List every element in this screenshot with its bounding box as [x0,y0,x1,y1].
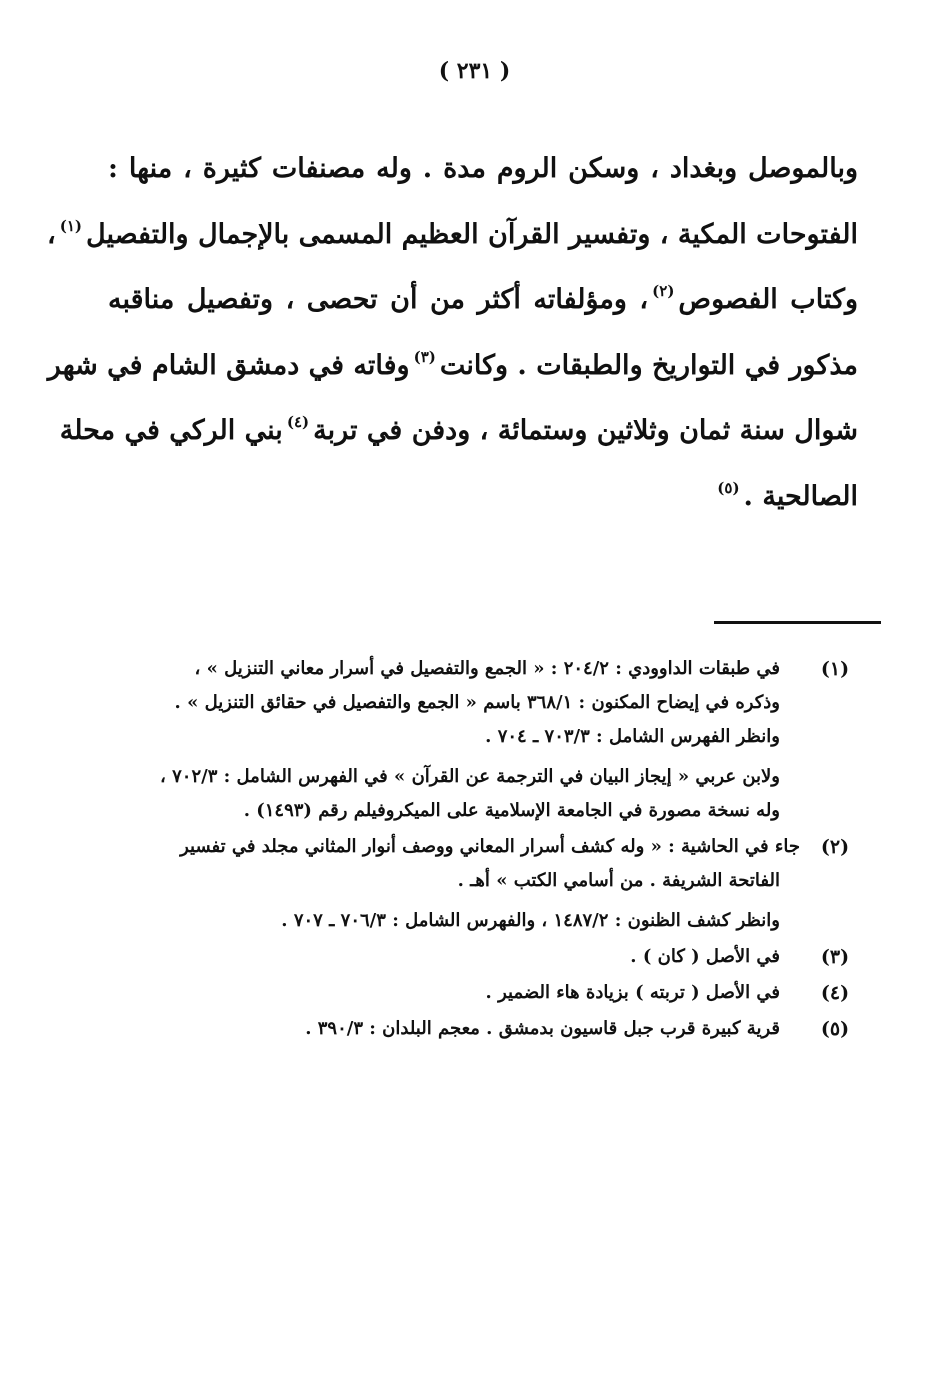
footnote-line: في الأصل ( تربته ) بزيادة هاء الضمير . [485,982,780,1003]
footnote-line: في طبقات الداوودي : ٢٠٤/٢ : « الجمع والتفصيل في أسرار معاني التنزيل » ، [194,658,780,679]
footnote-number: (٥) [820,1018,850,1040]
footnote-marker: (٣) [413,347,436,366]
footnote-line: وانظر الفهرس الشامل : ٧٠٣/٣ ـ ٧٠٤ . [485,726,780,747]
footnote-marker: (٤) [286,413,310,431]
footnote-3 [120,940,865,974]
footnote-marker: (٥) [717,478,740,497]
footnote-line: الفاتحة الشريفة . من أسامي الكتب » أهـ . [457,870,780,891]
footnote-number: (٤) [820,982,850,1004]
page-number: ( ٢٣١ ) [438,58,511,84]
footnote-5 [120,1012,865,1046]
footnote-4 [120,976,865,1010]
footnote-separator [714,621,881,624]
main-text-line: الفتوحات المكية ، وتفسير القرآن العظيم المسمى بالإجمال والتفصيل$^{(١)}$، [47,216,858,250]
footnote-marker: (٢) [652,282,675,300]
footnote-line: ولابن عربي « إيجاز البيان في الترجمة عن القرآن » في الفهرس الشامل : ٧٠٢/٣ ، [160,766,780,787]
footnote-line: وانظر كشف الظنون : ١٤٨٧/٢ ، والفهرس الشامل : ٧٠٦/٣ ـ ٧٠٧ . [281,910,780,931]
footnote-2 [120,830,865,938]
footnote-line: جاء في الحاشية : « وله كشف أسرار المعاني ووصف أنوار المثاني مجلد في تفسير [180,836,800,857]
footnote-line: قرية كبيرة قرب جبل قاسيون بدمشق . معجم البلدان : ٣٩٠/٣ . [305,1018,780,1039]
footnote-number: (١) [820,658,850,680]
footnote-line: في الأصل ( كان ) . [630,946,780,967]
main-text-block [47,140,858,525]
main-text-line: شوال سنة ثمان وثلاثين وستمائة ، ودفن في تربة$^{(٤)}$بني الركي في محلة [59,413,858,446]
footnote-1 [120,652,865,828]
footnote-number: (٣) [820,946,850,968]
footnote-marker: (١) [59,216,83,235]
main-text-line: وبالموصل وبغداد ، وسكن الروم مدة . وله مصنفات كثيرة ، منها : [108,153,858,184]
footnote-number: (٢) [820,836,850,858]
footnote-line: وله نسخة مصورة في الجامعة الإسلامية على الميكروفيلم رقم (١٤٩٣) . [243,800,780,821]
footnotes-section [120,652,865,1048]
footnote-line: وذكره في إيضاح المكنون : ٣٦٨/١ باسم « الجمع والتفصيل في حقائق التنزيل » . [174,692,780,713]
main-text-line: وكتاب الفصوص$^{(٢)}$، ومؤلفاته أكثر من أن تحصى ، وتفصيل مناقبه [108,282,858,315]
main-text-line: الصالحية .$^{(٥)}$ [717,478,858,512]
main-text-line: مذكور في التواريخ والطبقات . وكانت$^{(٣)}$وفاته في دمشق الشام في شهر [47,347,858,381]
